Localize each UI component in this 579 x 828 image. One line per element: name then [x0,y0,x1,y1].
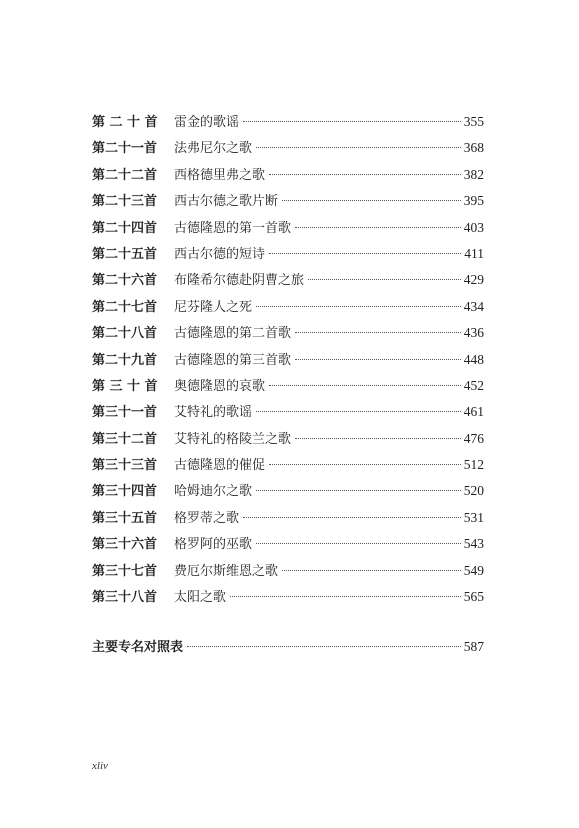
page-number: 429 [463,272,484,288]
dot-leader [230,596,461,597]
dot-leader [282,570,461,571]
toc-entry[interactable] [92,452,484,478]
page-number: 436 [463,325,484,341]
chapter-title: 尼芬隆人之死 [174,299,253,315]
chapter-title: 艾特礼的格陵兰之歌 [174,431,292,447]
chapter-number: 第二十八首 [92,326,158,342]
toc-entry[interactable] [92,373,484,399]
chapter-number: 第三十四首 [92,484,158,500]
chapter-number: 第 三 十 首 [92,378,158,394]
page-number: 411 [464,245,484,261]
chapter-title: 太阳之歌 [174,590,227,606]
page-number: 476 [463,430,484,446]
chapter-number: 第二十六首 [92,273,158,289]
chapter-number: 第二十三首 [92,194,158,210]
toc-entry[interactable] [92,347,484,373]
page-number: 520 [463,483,484,499]
chapter-title: 法弗尼尔之歌 [174,141,253,157]
page-number: 565 [463,589,484,605]
chapter-title: 西格德里弗之歌 [174,167,266,183]
dot-leader [256,306,461,307]
chapter-title: 艾特礼的歌谣 [174,405,253,421]
appendix-page-number: 587 [463,639,484,654]
page-number: 355 [463,114,484,129]
dot-leader [269,174,461,175]
dot-leader [269,464,461,465]
dot-leader [295,438,461,439]
page-number: 543 [463,536,484,552]
chapter-number: 第三十八首 [92,590,158,606]
dot-leader [282,200,461,201]
chapter-number: 第二十二首 [92,167,158,183]
toc-entry[interactable] [92,320,484,346]
page-number: 403 [463,219,484,235]
chapter-number: 第二十九首 [92,352,158,368]
chapter-number: 第二十五首 [92,246,158,262]
page-number: 434 [463,298,484,314]
toc-entry[interactable] [92,109,484,135]
toc-entry[interactable] [92,188,484,214]
toc-entry[interactable] [92,241,484,267]
chapter-title: 古德隆恩的催促 [174,458,266,474]
chapter-title: 雷金的歌谣 [174,115,240,130]
chapter-title: 格罗阿的巫歌 [174,537,253,553]
toc-entry[interactable] [92,294,484,320]
toc-entry[interactable] [92,531,484,557]
appendix-entry[interactable] [92,634,484,660]
appendix-title: 主要专名对照表 [92,640,184,655]
chapter-number: 第二十七首 [92,299,158,315]
chapter-number: 第二十一首 [92,141,158,157]
toc-entry[interactable] [92,135,484,161]
dot-leader [256,490,461,491]
chapter-title: 西古尔德之歌片断 [174,194,279,210]
chapter-title: 布隆希尔德赴阴曹之旅 [174,273,305,289]
page-number: 452 [463,377,484,393]
chapter-number: 第三十五首 [92,510,158,526]
toc-entry[interactable] [92,584,484,610]
chapter-number: 第三十七首 [92,563,158,579]
chapter-title: 古德隆恩的第二首歌 [174,326,292,342]
chapter-title: 格罗蒂之歌 [174,510,240,526]
chapter-number: 第 二 十 首 [92,115,158,130]
dot-leader [295,332,461,333]
dot-leader [256,147,461,148]
toc-entry[interactable] [92,267,484,293]
dot-leader [187,646,461,647]
page-number: 368 [463,140,484,156]
chapter-title: 古德隆恩的第一首歌 [174,220,292,236]
chapter-number: 第三十一首 [92,405,158,421]
page-number: 531 [463,509,484,525]
chapter-title: 西古尔德的短诗 [174,246,266,262]
page-number: 395 [463,193,484,209]
dot-leader [256,543,461,544]
page-number: 382 [463,166,484,182]
dot-leader [295,359,461,360]
chapter-title: 哈姆迪尔之歌 [174,484,253,500]
appendix-row [92,634,484,660]
toc-entry[interactable] [92,478,484,504]
dot-leader [243,517,461,518]
dot-leader [269,253,461,254]
toc-entry[interactable] [92,215,484,241]
page-folio: xliv [92,760,108,772]
chapter-number: 第三十六首 [92,537,158,553]
page-number: 448 [463,351,484,367]
dot-leader [308,279,461,280]
chapter-number: 第三十三首 [92,458,158,474]
toc-entry[interactable] [92,162,484,188]
chapter-number: 第三十二首 [92,431,158,447]
chapter-title: 古德隆恩的第三首歌 [174,352,292,368]
toc-entry[interactable] [92,505,484,531]
page-number: 549 [463,562,484,578]
page-number: 512 [463,457,484,473]
toc-entry[interactable] [92,399,484,425]
toc-entry[interactable] [92,426,484,452]
dot-leader [269,385,461,386]
dot-leader [295,227,461,228]
toc-entry[interactable] [92,558,484,584]
table-of-contents [92,109,484,610]
dot-leader [243,121,461,122]
dot-leader [256,411,461,412]
chapter-title: 费厄尔斯维恩之歌 [174,563,279,579]
chapter-title: 奥德隆恩的哀歌 [174,378,266,394]
page-number: 461 [463,404,484,420]
chapter-number: 第二十四首 [92,220,158,236]
